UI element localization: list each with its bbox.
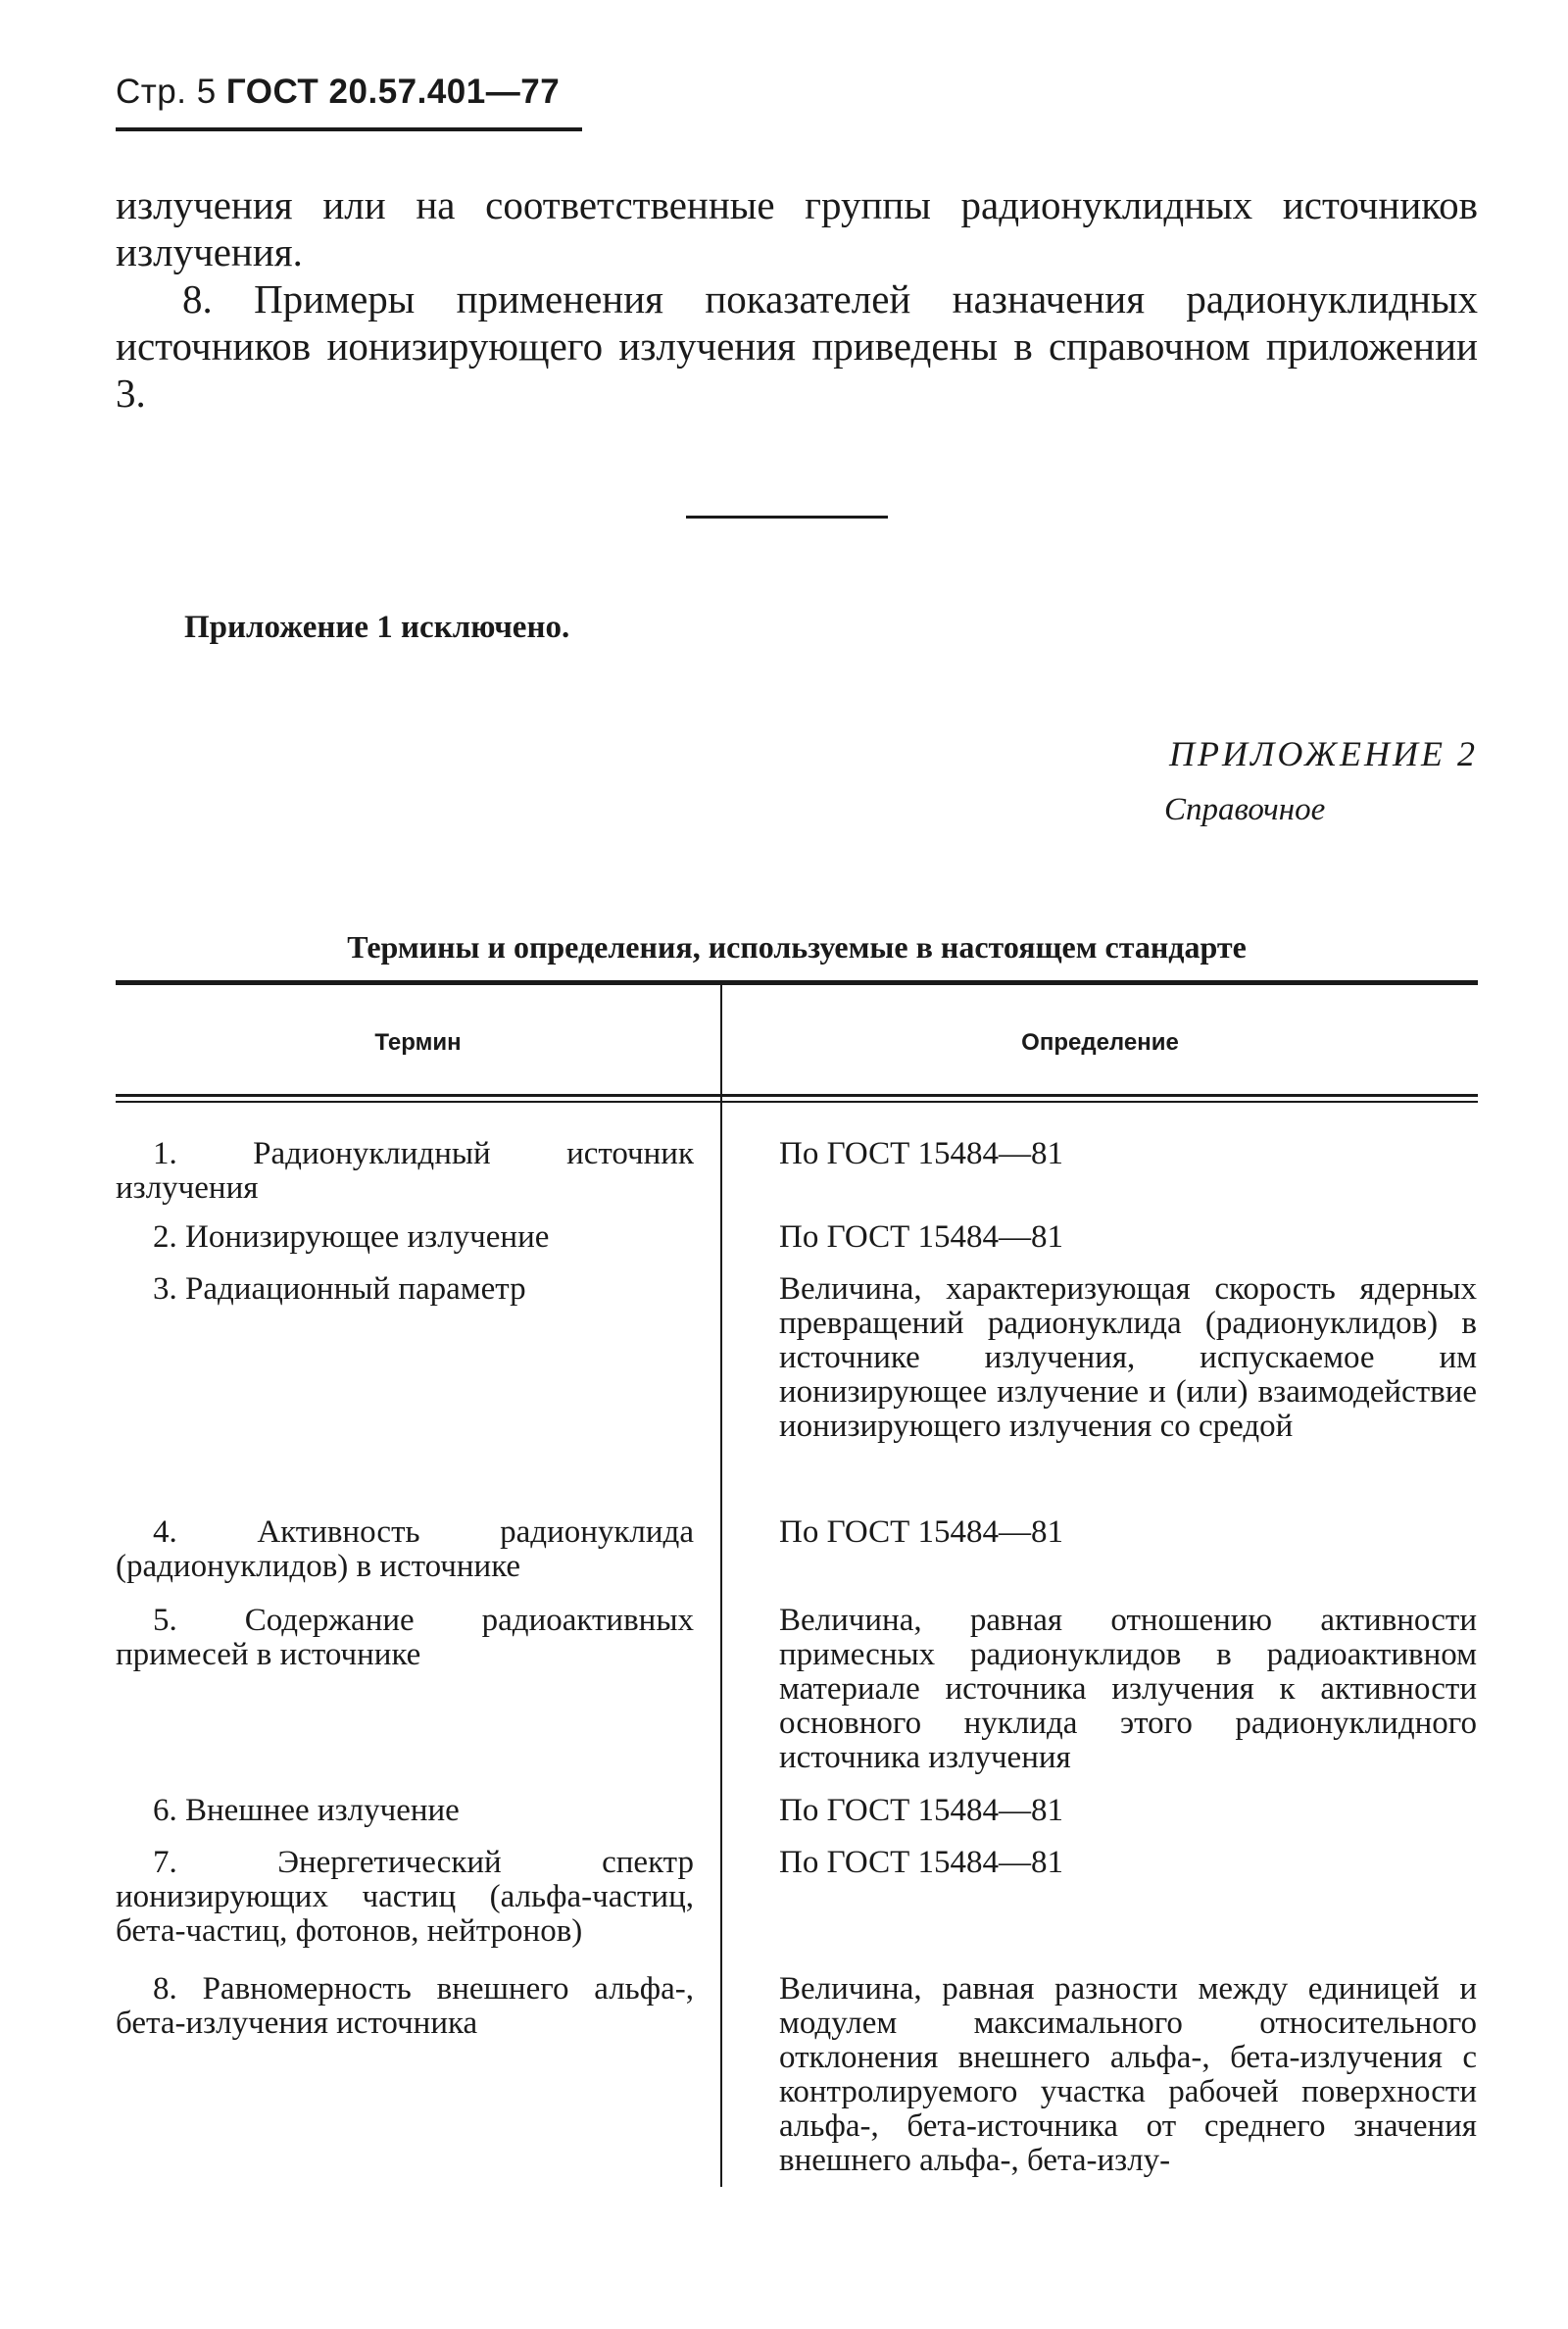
appendix-1-note: Приложение 1 исключено. xyxy=(184,610,570,645)
table-column-divider xyxy=(720,985,722,2187)
page-number: Стр. 5 xyxy=(116,73,217,111)
term-text: 4. Активность радионуклида (радионуклидов) в источнике xyxy=(116,1514,694,1584)
table-row-definition: Величина, равная разности между единицей и модулем максимального относительного отклонения внешнего альфа-, бета-излучения с контролируемого участка рабочей поверхности альфа-, бета-источника от среднего значения внешнего альфа-, бета-излу- xyxy=(779,1971,1477,2178)
page-header xyxy=(116,73,560,112)
table-row-definition: Величина, равная отношению активности примесных радионуклидов в радиоактивном материале источника излучения к активности основного нуклида этого радионуклидного источника излучения xyxy=(779,1603,1477,1775)
term-text: 8. Равномерность внешнего альфа-, бета-излучения источника xyxy=(116,1971,694,2041)
term-text: 6. Внешнее излучение xyxy=(153,1793,460,1828)
table-row-term xyxy=(116,1794,694,1828)
table-row-definition: По ГОСТ 15484—81 xyxy=(779,1793,1063,1828)
term-text: 3. Радиационный параметр xyxy=(153,1271,526,1307)
term-text: 7. Энергетический спектр ионизирующих частиц (альфа-частиц, бета-частиц, фотонов, нейтронов) xyxy=(116,1845,694,1949)
table-row-term xyxy=(116,1972,694,2041)
paragraph-item-8: 8. Примеры применения показателей назначения радионуклидных источников ионизирующего излучения приведены в справочном приложении 3. xyxy=(116,276,1478,416)
table-row-definition: По ГОСТ 15484—81 xyxy=(779,1136,1063,1171)
section-divider xyxy=(686,516,888,519)
header-rule xyxy=(116,127,582,131)
term-text: 2. Ионизирующее излучение xyxy=(153,1219,550,1255)
term-text: 5. Содержание радиоактивных примесей в источнике xyxy=(116,1603,694,1672)
table-top-rule xyxy=(116,980,1478,985)
table-row-term xyxy=(116,1604,694,1672)
table-row-definition: Величина, характеризующая скорость ядерных превращений радионуклида (радионуклидов) в источнике излучения, испускаемое им ионизирующее излучение и (или) взаимодействие ионизирующего излучения со средой xyxy=(779,1271,1477,1444)
table-row-term xyxy=(116,1220,694,1255)
table-header-rule xyxy=(116,1094,1478,1097)
table-row-term xyxy=(116,1515,694,1584)
table-title: Термины и определения, используемые в настоящем стандарте xyxy=(347,929,1247,965)
table-row-definition: По ГОСТ 15484—81 xyxy=(779,1845,1063,1880)
appendix-2-subtitle: Справочное xyxy=(1164,792,1326,827)
table-row-term xyxy=(116,1272,694,1307)
table-header-term: Термин xyxy=(374,1029,462,1056)
paragraph-continued: излучения или на соответственные группы радионуклидных источников излучения. xyxy=(116,182,1478,274)
table-row-term xyxy=(116,1137,694,1206)
table-header-rule-double xyxy=(116,1101,1478,1103)
standard-number: ГОСТ 20.57.401—77 xyxy=(225,73,561,111)
appendix-2-title: ПРИЛОЖЕНИЕ 2 xyxy=(1169,734,1478,773)
table-header-definition: Определение xyxy=(1021,1029,1179,1056)
table-row-definition: По ГОСТ 15484—81 xyxy=(779,1219,1063,1255)
table-row-term xyxy=(116,1846,694,1949)
table-row-definition: По ГОСТ 15484—81 xyxy=(779,1514,1063,1550)
term-text: 1. Радионуклидный источник излучения xyxy=(116,1136,694,1206)
